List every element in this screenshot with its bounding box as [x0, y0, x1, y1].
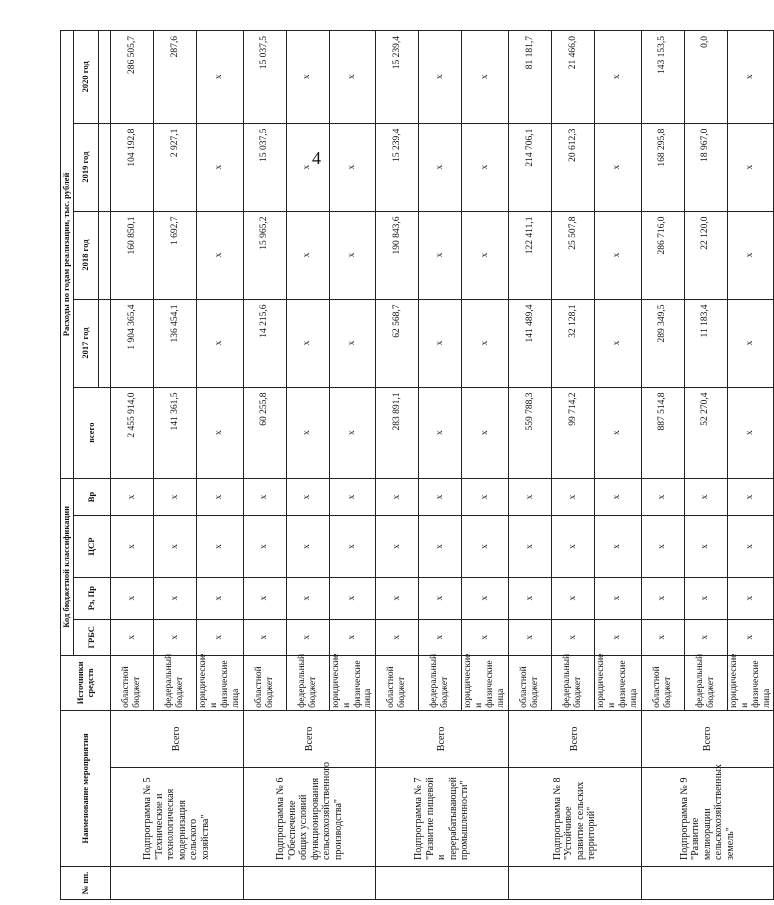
amount-cell: x	[727, 211, 774, 299]
code-cell: x	[197, 619, 244, 655]
program-name: Подпрограмма № 7 "Развитие пищевой и перерабатывающей промышленности"	[376, 768, 509, 867]
source-cell: областной бюджет	[376, 655, 419, 710]
amount-cell: x	[462, 299, 509, 387]
code-cell: x	[286, 577, 329, 619]
code-cell: x	[419, 619, 462, 655]
amount-cell: 99 714,2	[552, 387, 595, 478]
row-number-cell	[111, 867, 244, 900]
amount-cell: x	[329, 31, 376, 124]
program-name: Подпрограмма № 8 "Устойчивое развитие сельских территорий"	[509, 768, 642, 867]
amount-cell: x	[197, 299, 244, 387]
code-cell: x	[286, 516, 329, 578]
amount-cell: 11 183,4	[684, 299, 727, 387]
expense-col-header: 2018 год	[74, 211, 99, 299]
code-cell: x	[727, 516, 774, 578]
amount-cell: x	[419, 211, 462, 299]
code-cell: x	[552, 478, 595, 515]
amount-cell: 289 349,5	[641, 299, 684, 387]
table-row	[376, 31, 419, 900]
code-cell: x	[197, 478, 244, 515]
code-cell: x	[197, 516, 244, 578]
code-cell: x	[595, 619, 642, 655]
total-label: Всего	[376, 710, 509, 767]
code-cell: x	[419, 478, 462, 515]
amount-cell: 15 037,5	[243, 123, 286, 211]
amount-cell: 136 454,1	[154, 299, 197, 387]
amount-cell: x	[727, 31, 774, 124]
table-row	[111, 31, 154, 900]
amount-cell: 286 716,0	[641, 211, 684, 299]
code-cell: x	[462, 577, 509, 619]
program-name: Подпрограмма № 9 "Развитие мелиорации сельскохозяйственных земель"	[641, 768, 774, 867]
amount-cell: 887 514,8	[641, 387, 684, 478]
amount-cell: 21 466,0	[552, 31, 595, 124]
amount-cell: x	[286, 299, 329, 387]
amount-cell: 0,0	[684, 31, 727, 124]
amount-cell: x	[329, 387, 376, 478]
code-cell: x	[111, 478, 154, 515]
table-row	[641, 31, 684, 900]
code-cell: x	[329, 577, 376, 619]
row-number-cell	[376, 867, 509, 900]
table-row	[509, 31, 552, 900]
amount-cell: x	[595, 123, 642, 211]
code-cell: x	[329, 478, 376, 515]
expenses-table	[60, 30, 774, 900]
amount-cell: x	[419, 387, 462, 478]
amount-cell: x	[286, 123, 329, 211]
amount-cell: x	[727, 123, 774, 211]
code-cell: x	[684, 516, 727, 578]
code-cell: x	[111, 516, 154, 578]
amount-cell: 141 361,5	[154, 387, 197, 478]
expense-col-header: 2017 год	[74, 299, 99, 387]
amount-cell: x	[286, 387, 329, 478]
amount-cell: x	[419, 299, 462, 387]
code-cell: x	[376, 577, 419, 619]
code-cell: x	[727, 478, 774, 515]
code-cell: x	[376, 478, 419, 515]
code-cell: x	[641, 577, 684, 619]
amount-cell: x	[462, 211, 509, 299]
amount-cell: x	[595, 211, 642, 299]
amount-cell: 32 128,1	[552, 299, 595, 387]
amount-cell: 104 192,8	[111, 123, 154, 211]
code-cell: x	[684, 619, 727, 655]
amount-cell: x	[727, 387, 774, 478]
amount-cell: 143 153,5	[641, 31, 684, 124]
code-cell: x	[154, 577, 197, 619]
amount-cell: x	[197, 31, 244, 124]
source-cell: федеральный бюджет	[552, 655, 595, 710]
source-cell: юридические и физические лица	[329, 655, 376, 710]
page-number: 4	[312, 148, 321, 168]
code-cell: x	[509, 516, 552, 578]
total-label: Всего	[111, 710, 244, 767]
amount-cell: 14 215,6	[243, 299, 286, 387]
code-cell: x	[684, 577, 727, 619]
amount-cell: x	[197, 211, 244, 299]
amount-cell: 2 927,1	[154, 123, 197, 211]
amount-cell: x	[197, 387, 244, 478]
code-cell: x	[243, 516, 286, 578]
amount-cell: 15 037,5	[243, 31, 286, 124]
amount-cell: 62 568,7	[376, 299, 419, 387]
code-cell: x	[154, 619, 197, 655]
code-cell: x	[595, 478, 642, 515]
code-cell: x	[243, 619, 286, 655]
code-cell: x	[552, 577, 595, 619]
code-cell: x	[419, 577, 462, 619]
source-cell: областной бюджет	[243, 655, 286, 710]
amount-cell: 18 967,0	[684, 123, 727, 211]
amount-cell: 81 181,7	[509, 31, 552, 124]
code-cell: x	[111, 619, 154, 655]
code-col-header: ГРБС	[74, 619, 111, 655]
amount-cell: x	[727, 299, 774, 387]
rotated-table-container	[60, 30, 772, 900]
code-cell: x	[243, 478, 286, 515]
amount-cell: x	[595, 31, 642, 124]
source-cell: федеральный бюджет	[154, 655, 197, 710]
code-cell: x	[243, 577, 286, 619]
code-cell: x	[376, 516, 419, 578]
source-cell: федеральный бюджет	[286, 655, 329, 710]
program-name: Подпрограмма № 5 "Технические и технологическая модернизация сельского хозяйства"	[111, 768, 244, 867]
total-label: Всего	[509, 710, 642, 767]
row-number-cell	[243, 867, 376, 900]
amount-cell: 559 788,3	[509, 387, 552, 478]
row-number-cell	[509, 867, 642, 900]
amount-cell: 52 270,4	[684, 387, 727, 478]
amount-cell: x	[462, 31, 509, 124]
amount-cell: 60 255,8	[243, 387, 286, 478]
budget-code-header: Код бюджетной классификации	[61, 478, 74, 655]
total-label: Всего	[641, 710, 774, 767]
expense-col-header: 2020 год	[74, 31, 99, 124]
source-cell: юридические и физические лица	[595, 655, 642, 710]
name-header: Наименование мероприятия	[61, 710, 111, 866]
code-cell: x	[509, 577, 552, 619]
source-cell: юридические и физические лица	[197, 655, 244, 710]
expense-col-header: 2019 год	[74, 123, 99, 211]
source-cell: областной бюджет	[641, 655, 684, 710]
amount-cell: x	[197, 123, 244, 211]
source-cell: юридические и физические лица	[727, 655, 774, 710]
amount-cell: 287,6	[154, 31, 197, 124]
code-cell: x	[595, 516, 642, 578]
program-name: Подпрограмма № 6 "Обеспечение общих условий функционирования сельскохозяйственного производства"	[243, 768, 376, 867]
amount-cell: x	[419, 123, 462, 211]
code-cell: x	[111, 577, 154, 619]
amount-cell: 168 295,8	[641, 123, 684, 211]
code-cell: x	[154, 516, 197, 578]
code-cell: x	[641, 478, 684, 515]
source-cell: областной бюджет	[111, 655, 154, 710]
source-cell: федеральный бюджет	[684, 655, 727, 710]
table-body	[111, 31, 774, 900]
code-col-header: ЦСР	[74, 516, 111, 578]
amount-cell: x	[595, 387, 642, 478]
code-cell: x	[595, 577, 642, 619]
code-cell: x	[727, 619, 774, 655]
amount-cell: x	[286, 31, 329, 124]
code-col-header: Вр	[74, 478, 111, 515]
code-cell: x	[684, 478, 727, 515]
amount-cell: 283 891,1	[376, 387, 419, 478]
code-cell: x	[727, 577, 774, 619]
code-cell: x	[286, 478, 329, 515]
amount-cell: 25 507,8	[552, 211, 595, 299]
amount-cell: x	[329, 299, 376, 387]
amount-cell: 214 706,1	[509, 123, 552, 211]
row-number-cell	[641, 867, 774, 900]
amount-cell: x	[419, 31, 462, 124]
code-cell: x	[197, 577, 244, 619]
code-col-header: Рз, Пр	[74, 577, 111, 619]
amount-cell: 286 505,7	[111, 31, 154, 124]
code-cell: x	[641, 516, 684, 578]
amount-cell: x	[286, 211, 329, 299]
amount-cell: 2 455 914,0	[111, 387, 154, 478]
amount-cell: 15 965,2	[243, 211, 286, 299]
num-header: № пп.	[61, 867, 111, 900]
code-cell: x	[641, 619, 684, 655]
source-cell: областной бюджет	[509, 655, 552, 710]
code-cell: x	[509, 619, 552, 655]
amount-cell: x	[462, 387, 509, 478]
code-cell: x	[329, 619, 376, 655]
amount-cell: 15 239,4	[376, 123, 419, 211]
amount-cell: 15 239,4	[376, 31, 419, 124]
amount-cell: 1 904 365,4	[111, 299, 154, 387]
code-cell: x	[462, 516, 509, 578]
source-cell: федеральный бюджет	[419, 655, 462, 710]
source-cell: юридические и физические лица	[462, 655, 509, 710]
amount-cell: 160 850,1	[111, 211, 154, 299]
total-label: Всего	[243, 710, 376, 767]
source-header: Источники средств	[61, 655, 111, 710]
amount-cell: 20 612,3	[552, 123, 595, 211]
code-cell: x	[329, 516, 376, 578]
amount-cell: 141 489,4	[509, 299, 552, 387]
amount-cell: 22 120,0	[684, 211, 727, 299]
code-cell: x	[462, 619, 509, 655]
code-cell: x	[419, 516, 462, 578]
amount-cell: x	[595, 299, 642, 387]
amount-cell: 1 692,7	[154, 211, 197, 299]
code-cell: x	[286, 619, 329, 655]
expenses-header: Расходы по годам реализации, тыс. рублей	[61, 31, 74, 479]
amount-cell: 122 411,1	[509, 211, 552, 299]
table-row	[243, 31, 286, 900]
code-cell: x	[462, 478, 509, 515]
amount-cell: x	[329, 123, 376, 211]
code-cell: x	[509, 478, 552, 515]
code-cell: x	[154, 478, 197, 515]
code-cell: x	[376, 619, 419, 655]
amount-cell: x	[462, 123, 509, 211]
amount-cell: x	[329, 211, 376, 299]
amount-cell: 190 843,6	[376, 211, 419, 299]
expense-col-header: всего	[74, 387, 111, 478]
code-cell: x	[552, 619, 595, 655]
code-cell: x	[552, 516, 595, 578]
